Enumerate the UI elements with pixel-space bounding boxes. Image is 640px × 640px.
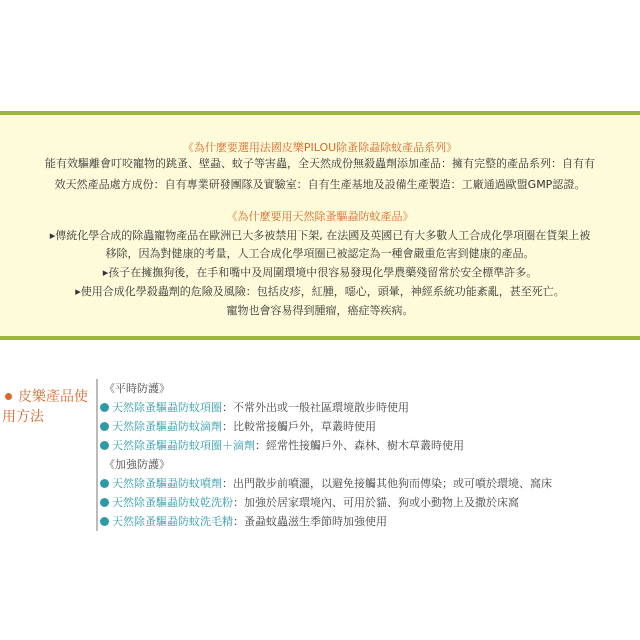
product-name: 天然除蚤驅蝨防蚊洗毛精	[112, 515, 233, 528]
product-usage: ：不常外出或一般社區環境散步時使用	[222, 401, 409, 414]
usage-item	[100, 515, 387, 529]
teal-bullet-icon	[100, 498, 109, 507]
teal-bullet-icon	[100, 517, 109, 526]
usage-heading-enhanced: 《加強防護》	[104, 458, 170, 471]
usage-item	[100, 439, 464, 453]
why-natural-line-5: 寵物也會容易得到腫瘤，癌症等疾病。	[226, 304, 414, 317]
product-name: 天然除蚤驅蝨防蚊噴劑	[112, 477, 222, 490]
why-natural-line-3: ▸孩子在擁撫狗後，在手和嘴中及周圍環境中很容易發現化學農藥殘留常於安全標準許多。	[102, 266, 538, 279]
product-name: 天然除蚤驅蝨防蚊項圈	[112, 401, 222, 414]
usage-divider	[96, 379, 98, 531]
usage-item	[100, 496, 519, 510]
why-pilou-line-2: 效天然產品處方成份：自有專業研發團隊及實驗室：自有生產基地及設備生產製造：工廠通過歐盟GMP認證。	[54, 178, 586, 191]
product-usage: ：加強於居家環境內、可用於貓、狗或小動物上及撒於床窩	[233, 496, 519, 509]
orange-dot-icon	[5, 393, 12, 400]
product-name: 天然除蚤驅蝨防蚊項圈＋滴劑	[112, 439, 255, 452]
why-natural-line-4: ▸使用合成化學殺蟲劑的危險及風險：包括皮疹，紅腫，噁心，頭暈，神經系統功能紊亂，甚至死亡。	[75, 285, 565, 298]
usage-title-text: 皮樂產品使用方法	[2, 389, 88, 425]
product-usage: ：比較常接觸戶外，草叢時使用	[222, 420, 376, 433]
teal-bullet-icon	[100, 479, 109, 488]
teal-bullet-icon	[100, 441, 109, 450]
section-title-why-natural: 《為什麼要用天然除蚤驅蝨防蚊產品》	[226, 210, 414, 223]
why-natural-line-1: ▸傳統化學合成的除蟲寵物產品在歐洲已大多被禁用下架, 在法國及英國已有大多數人工合成化學項圈在貨架上被	[49, 229, 591, 242]
product-name: 天然除蚤驅蝨防蚊乾洗粉	[112, 496, 233, 509]
section-title-why-pilou: 《為什麼要選用法國皮樂PILOU除蚤除蝨除蚊產品系列》	[182, 141, 458, 154]
product-usage: ：蚤蝨蚊蟲滋生季節時加強使用	[233, 515, 387, 528]
usage-item	[100, 477, 552, 491]
why-pilou-panel	[0, 111, 640, 340]
product-name: 天然除蚤驅蝨防蚊滴劑	[112, 420, 222, 433]
why-natural-line-2: 移除，因為對健康的考量，人工合成化學項圈已被認定為一種會嚴重危害到健康的產品。	[105, 247, 535, 260]
teal-bullet-icon	[100, 422, 109, 431]
usage-item	[100, 420, 376, 434]
usage-item	[100, 401, 409, 415]
product-usage: ：經常性接觸戶外、森林、樹木草叢時使用	[255, 439, 464, 452]
teal-bullet-icon	[100, 403, 109, 412]
usage-section-title	[2, 387, 96, 427]
usage-heading-daily: 《平時防護》	[104, 382, 170, 395]
product-usage: ：出門散步前噴灑，以避免接觸其他狗而傳染；或可噴於環境、窩床	[222, 477, 552, 490]
why-pilou-line-1: 能有效驅離會叮咬寵物的跳蚤、壁蝨、蚊子等害蟲，全天然成份無殺蟲劑添加產品：擁有完整的產品系列：自有有	[45, 157, 595, 170]
